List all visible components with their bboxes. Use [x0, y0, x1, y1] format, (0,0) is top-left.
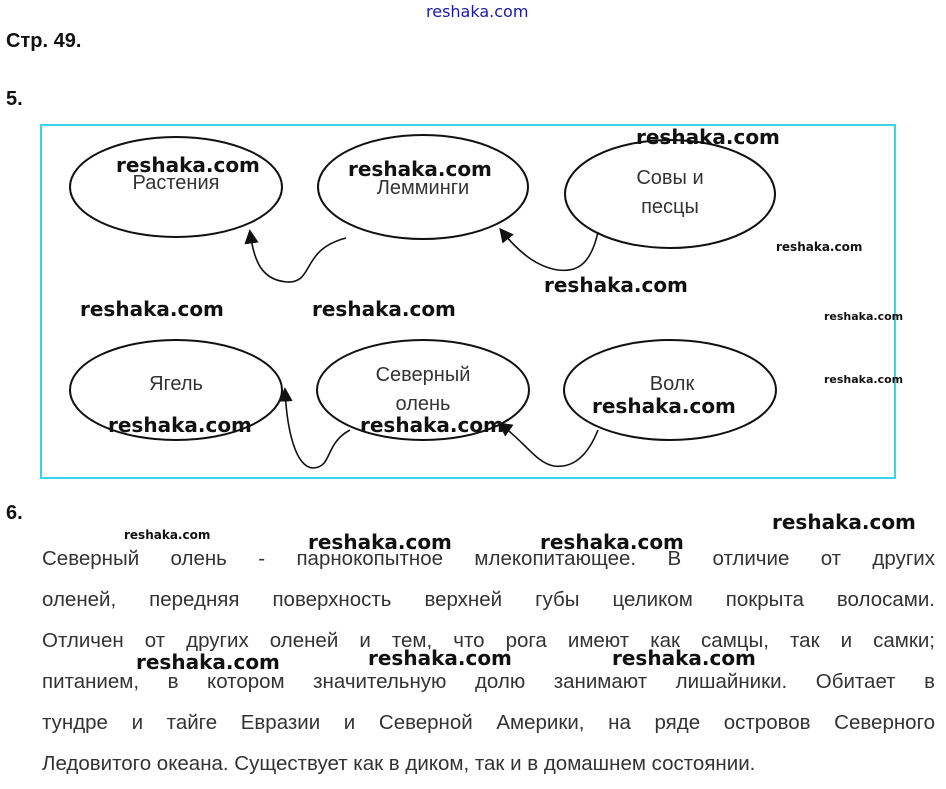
watermark: reshaka.com [136, 650, 280, 674]
paragraph-line: тундре и тайге Евразии и Северной Америки, на ряде островов Северного [42, 711, 935, 734]
node-owls-foxes-line1: Совы и [636, 167, 704, 189]
node-lichen-label: Ягель [149, 373, 203, 395]
watermark: reshaka.com [108, 413, 252, 437]
watermark: reshaka.com [368, 646, 512, 670]
watermark: reshaka.com [544, 273, 688, 297]
node-reindeer-line1: Северный [375, 364, 471, 386]
paragraph-line: Северный олень - парнокопытное млекопитающее. В отличие от других [42, 547, 935, 570]
arrow-owls-to-lemmings [501, 230, 598, 270]
watermark: reshaka.com [360, 413, 504, 437]
page-reference: Стр. 49. [6, 30, 82, 52]
node-lemmings-label: Лемминги [376, 177, 470, 199]
task-5-number: 5. [6, 88, 23, 110]
watermark-top: reshaka.com [426, 2, 529, 21]
watermark: reshaka.com [772, 510, 916, 534]
arrow-wolf-to-reindeer [500, 424, 598, 466]
node-owls-foxes-line2: песцы [641, 196, 699, 218]
node-reindeer-line2: олень [395, 393, 451, 415]
watermark: reshaka.com [116, 153, 260, 177]
paragraph-line: Отличен от других оленей и тем, что рога имеют как самцы, так и самки; [42, 629, 935, 652]
watermark: reshaka.com [776, 240, 863, 254]
watermark: reshaka.com [540, 530, 684, 554]
node-reindeer-label [318, 361, 528, 419]
watermark: reshaka.com [308, 530, 452, 554]
node-wolf-label: Волк [649, 373, 695, 395]
watermark: reshaka.com [592, 394, 736, 418]
watermark: reshaka.com [636, 125, 780, 149]
paragraph-line: Ледовитого океана. Существует как в диком, так и в домашнем состоянии. [42, 752, 756, 775]
watermark: reshaka.com [80, 297, 224, 321]
arrow-lemmings-to-plants [250, 232, 346, 282]
watermark: reshaka.com [312, 297, 456, 321]
watermark: reshaka.com [824, 373, 904, 386]
paragraph-line: оленей, передняя поверхность верхней губы целиком покрыта волосами. [42, 588, 935, 611]
watermark: reshaka.com [612, 646, 756, 670]
node-owls-foxes-label [565, 164, 775, 222]
node-plants-label: Растения [132, 172, 220, 194]
watermark: reshaka.com [824, 310, 904, 323]
watermark: reshaka.com [124, 528, 211, 542]
paragraph-line: питанием, в котором значительную долю занимают лишайники. Обитает в [42, 670, 935, 693]
task-6-number: 6. [6, 502, 23, 524]
watermark: reshaka.com [348, 157, 492, 181]
